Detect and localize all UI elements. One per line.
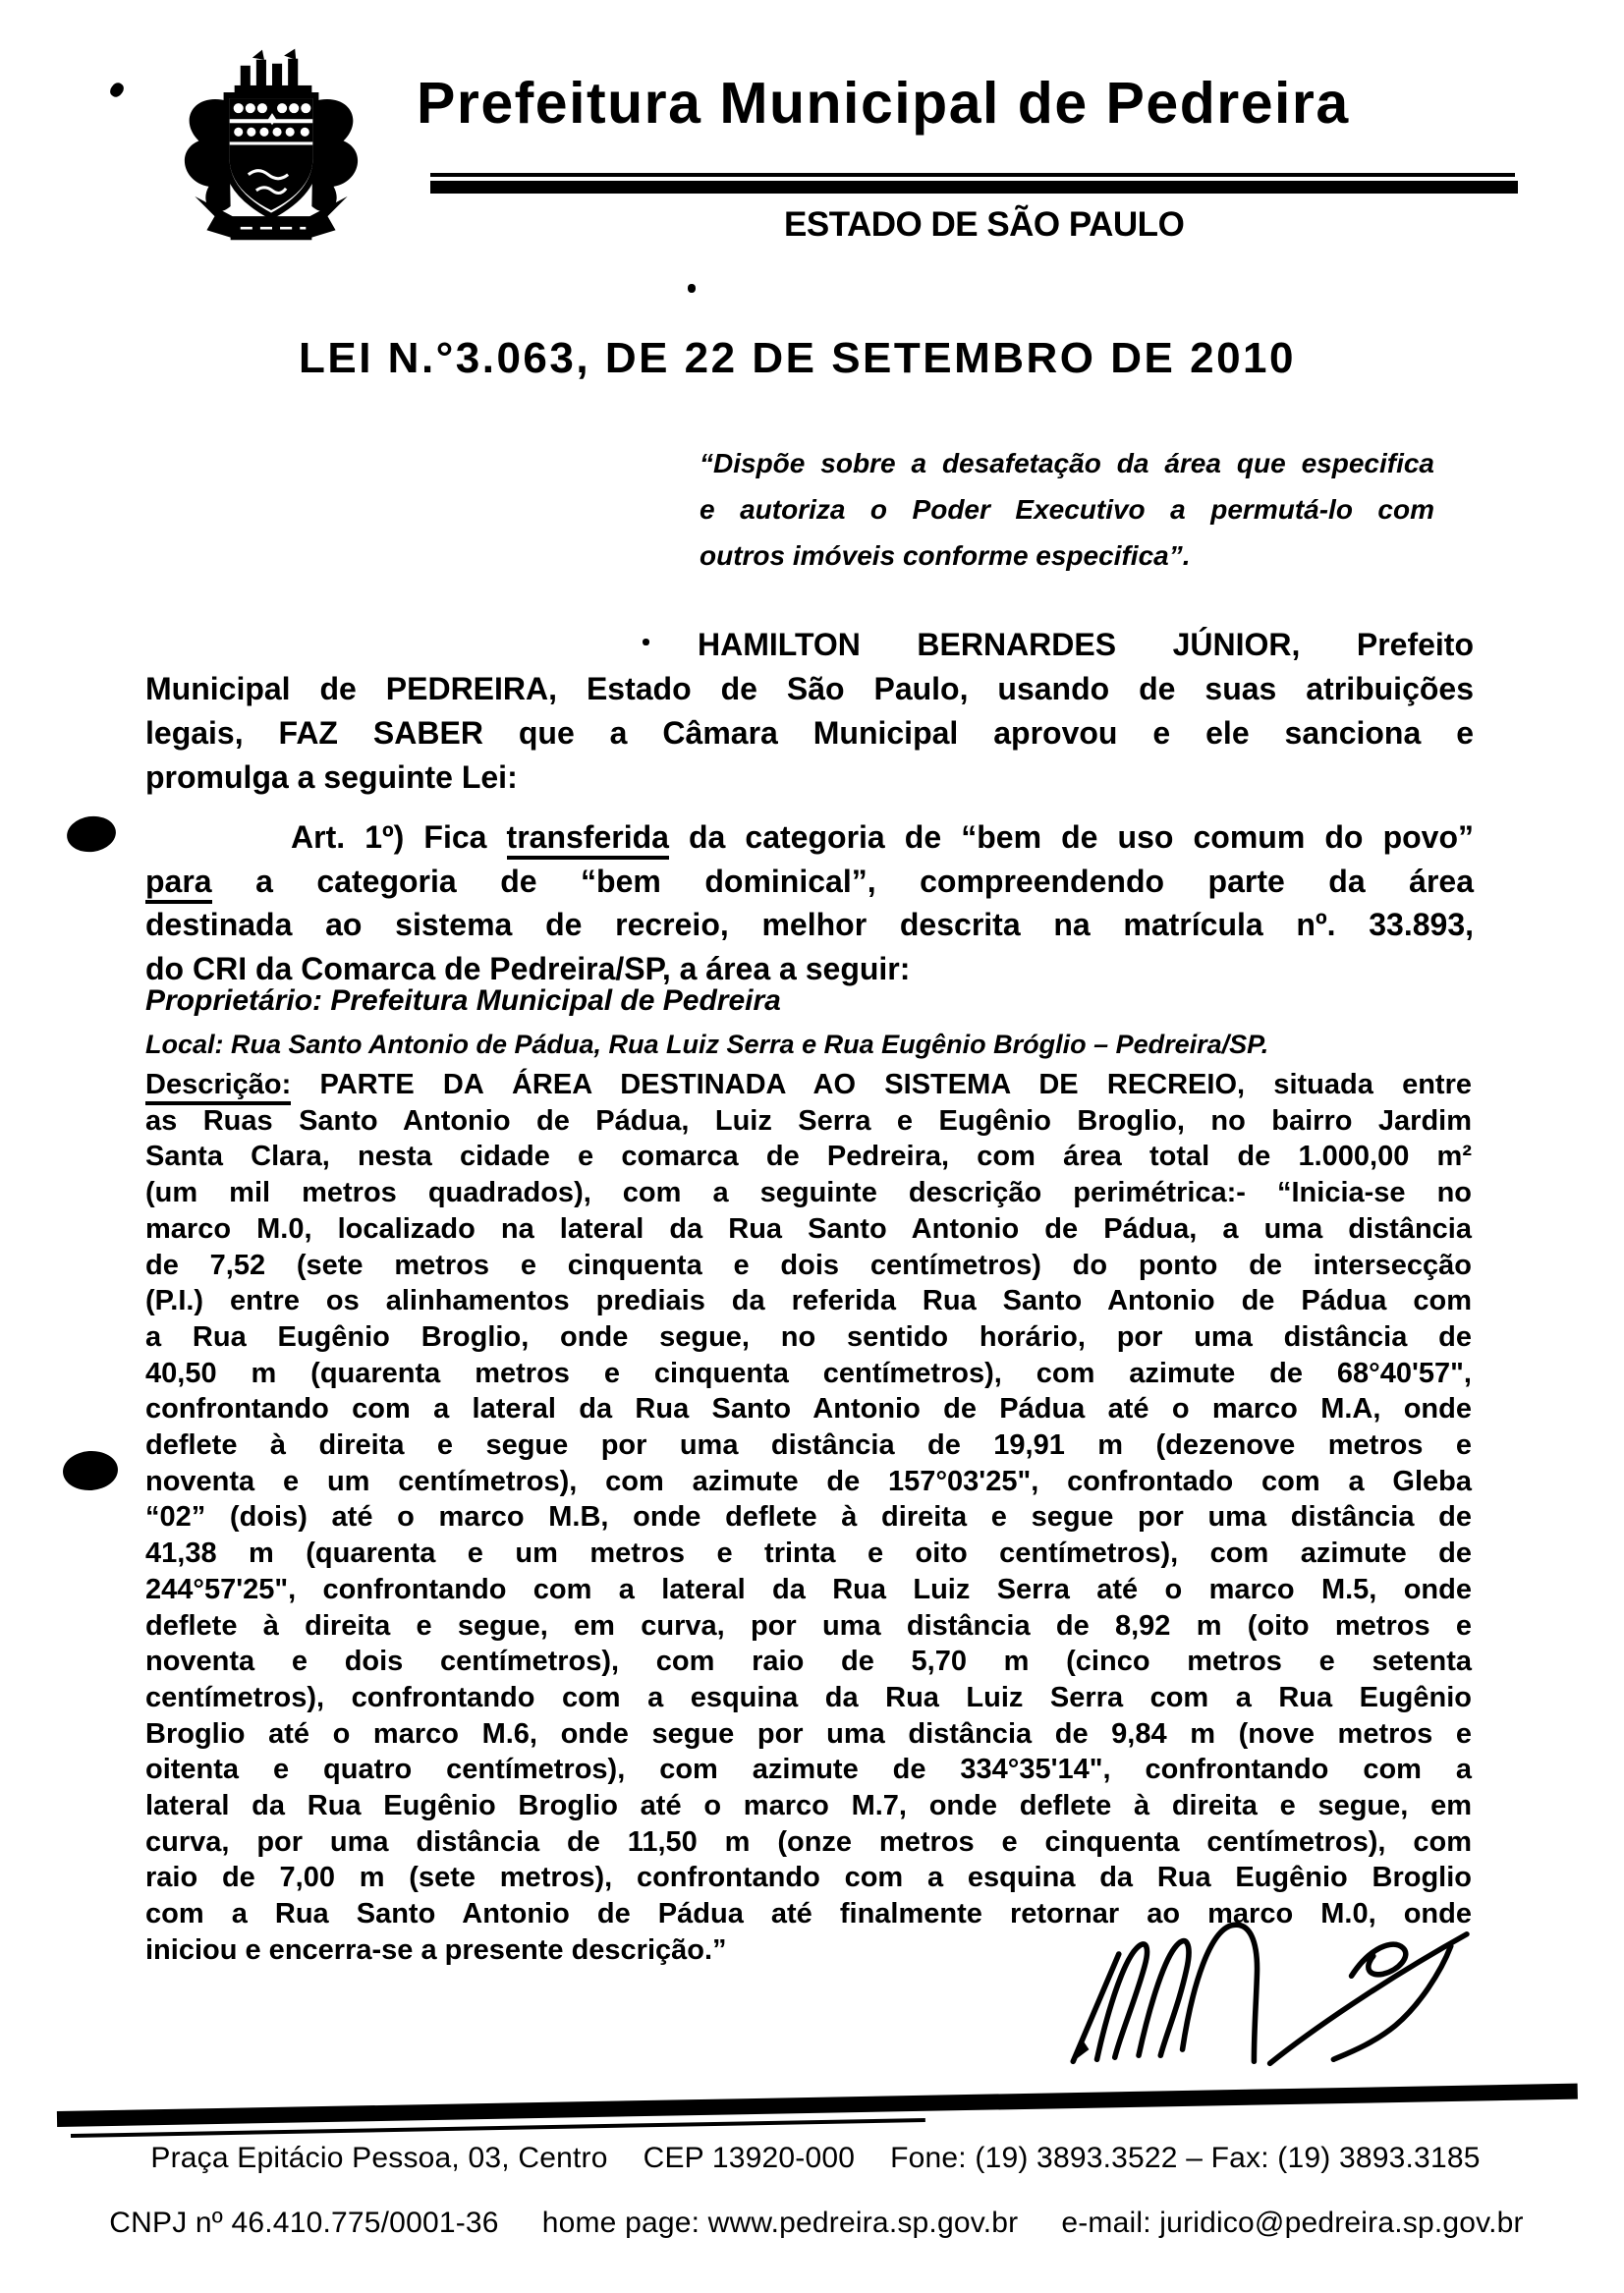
footer-phone-fax: Fone: (19) 3893.3522 – Fax: (19) 3893.3185 [890,2142,1481,2174]
text-line [145,903,1474,947]
municipal-coat-of-arms-icon [157,47,385,252]
text-run: a categoria de “bem dominical”, compreendendo parte da área [211,863,1474,899]
text-line [145,1716,1472,1753]
header-subtitle: ESTADO DE SÃO PAULO [784,205,1185,244]
underlined-text: para [145,864,212,904]
scan-speck [643,639,649,645]
text-run: noventa e um centímetros), com azimute de 157°03'25", confrontado com a Gleba [145,1465,1472,1497]
text-run: 41,38 m (quarenta e um metros e trinta e oito centímetros), com azimute de [145,1538,1472,1570]
header-title: Prefeitura Municipal de Pedreira [417,71,1350,136]
text-line [145,1175,1472,1211]
text-run: marco M.0, localizado na lateral da Rua Santo Antonio de Pádua, a uma distância [145,1212,1472,1245]
text-run: iniciou e encerra-se a presente descrição.” [145,1933,727,1966]
text-line [145,1464,1472,1500]
text-run: “02” (dois) até o marco M.B, onde deflete à direita e segue por uma distância de [145,1501,1472,1534]
text-line [145,1319,1472,1356]
signature-scrawl-icon [1053,1914,1471,2079]
law-article-1 [145,815,1474,990]
text-line [145,1860,1472,1896]
text-line [145,1752,1472,1788]
hole-punch-mark-bottom [62,1449,120,1492]
text-run: as Ruas Santo Antonio de Pádua, Luiz Serra e Eugênio Broglio, no bairro Jardim [145,1104,1472,1137]
text-run: Municipal de PEDREIRA, Estado de São Paulo, usando de suas atribuições [145,671,1474,706]
text-line [145,1391,1472,1427]
text-line [145,1608,1472,1645]
text-run: noventa e dois centímetros), com raio de 5,70 m (cinco metros e setenta [145,1646,1472,1678]
text-run: a Rua Eugênio Broglio, onde segue, no sentido horário, por uma distância de [145,1320,1472,1353]
text-run: centímetros), confrontando com a esquina da Rua Luiz Serra com a Rua Eugênio [145,1681,1472,1713]
text-run: curva, por uma distância de 11,50 m (onze metros e cinquenta centímetros), com [145,1825,1472,1858]
text-line [145,1499,1472,1536]
text-run: lateral da Rua Eugênio Broglio até o marco M.7, onde deflete à direita e segue, em [145,1790,1472,1822]
text-line [700,440,1434,486]
text-line [145,623,1474,667]
underlined-text: transferida [507,819,669,860]
text-run: de 7,52 (sete metros e cinquenta e dois centímetros) do ponto de intersecção [145,1249,1472,1281]
text-line [145,1644,1472,1680]
text-line [145,1824,1472,1861]
footer-address: Praça Epitácio Pessoa, 03, Centro [150,2142,608,2174]
text-run: legais, FAZ SABER que a Câmara Municipal aprovou e ele sanciona e [145,715,1474,751]
text-line [145,1427,1472,1464]
text-line [145,815,1474,860]
text-run: raio de 7,00 m (sete metros), confrontando com a esquina da Rua Eugênio Broglio [145,1862,1472,1894]
text-line [145,1067,1472,1103]
underlined-text: Descrição: [145,1069,291,1105]
text-run: “Dispõe sobre a desafetação da área que especifica [700,448,1434,478]
text-run: oitenta e quatro centímetros), com azimute de 334°35'14", confrontando com a [145,1754,1472,1786]
scan-speck [108,81,127,99]
text-line [145,1139,1472,1175]
text-run: da categoria de “bem de uso comum do povo” [668,819,1474,855]
footer-homepage: home page: www.pedreira.sp.gov.br [541,2207,1019,2239]
text-run: HAMILTON BERNARDES JÚNIOR, Prefeito [698,627,1474,662]
text-line [145,1211,1472,1248]
header-divider-thick [430,181,1518,194]
text-run: (P.I.) entre os alinhamentos prediais da referida Rua Santo Antonio de Pádua com [145,1285,1472,1317]
text-line [145,667,1474,711]
text-run: PARTE DA ÁREA DESTINADA AO SISTEMA DE RECREIO, situada entre [291,1069,1472,1100]
property-description [145,1067,1472,1969]
text-line [145,1572,1472,1608]
law-title: LEI N.°3.063, DE 22 DE SETEMBRO DE 2010 [299,334,1296,382]
text-run: promulga a seguinte Lei: [145,759,518,795]
property-location-line: Local: Rua Santo Antonio de Pádua, Rua Luiz Serra e Rua Eugênio Bróglio – Pedreira/SP. [145,1030,1269,1059]
footer-cep: CEP 13920-000 [643,2142,856,2174]
text-run: Broglio até o marco M.6, onde segue por uma distância de 9,84 m (nove metros e [145,1717,1472,1750]
text-run: do CRI da Comarca de Pedreira/SP, a área a seguir: [145,950,911,986]
text-line [145,1248,1472,1284]
text-line [700,532,1434,579]
text-run: 244°57'25", confrontando com a lateral da Rua Luiz Serra até o marco M.5, onde [145,1573,1472,1605]
text-run: Art. 1º) Fica [291,819,507,855]
scan-speck [688,284,696,293]
footer-web-line [94,2207,1539,2240]
law-preamble [145,623,1474,800]
text-line [145,1788,1472,1824]
header-divider-thin [430,173,1515,177]
text-line [145,1536,1472,1572]
law-epigraph [700,440,1434,579]
text-line [145,1356,1472,1392]
text-run: Santa Clara, nesta cidade e comarca de Pedreira, com área total de 1.000,00 m² [145,1141,1472,1173]
footer-cnpj: CNPJ nº 46.410.775/0001-36 [109,2207,499,2239]
text-line [145,755,1474,800]
footer-contact-line [138,2142,1493,2175]
text-run: com a Rua Santo Antonio de Pádua até finalmente retornar ao marco M.0, onde [145,1898,1472,1930]
text-run: (um mil metros quadrados), com a seguinte descrição perimétrica:- “Inicia-se no [145,1177,1472,1209]
footer-email: e-mail: juridico@pedreira.sp.gov.br [1061,2207,1524,2239]
text-line [145,1103,1472,1140]
text-run: deflete à direita e segue, em curva, por uma distância de 8,92 m (oito metros e [145,1609,1472,1642]
text-line [145,1680,1472,1716]
hole-punch-mark-top [65,813,119,856]
text-line [145,711,1474,755]
text-run: outros imóveis conforme especifica”. [700,540,1191,571]
text-line [700,486,1434,532]
text-run: destinada ao sistema de recreio, melhor descrita na matrícula nº. 33.893, [145,907,1474,942]
text-line [145,1283,1472,1319]
property-owner-line: Proprietário: Prefeitura Municipal de Pedreira [145,984,781,1017]
text-run: 40,50 m (quarenta metros e cinquenta centímetros), com azimute de 68°40'57", [145,1357,1472,1389]
text-line [145,860,1474,904]
text-run: deflete à direita e segue por uma distância de 19,91 m (dezenove metros e [145,1429,1472,1462]
text-run: e autoriza o Poder Executivo a permutá-lo com [700,494,1434,525]
text-run: confrontando com a lateral da Rua Santo Antonio de Pádua até o marco M.A, onde [145,1393,1472,1426]
